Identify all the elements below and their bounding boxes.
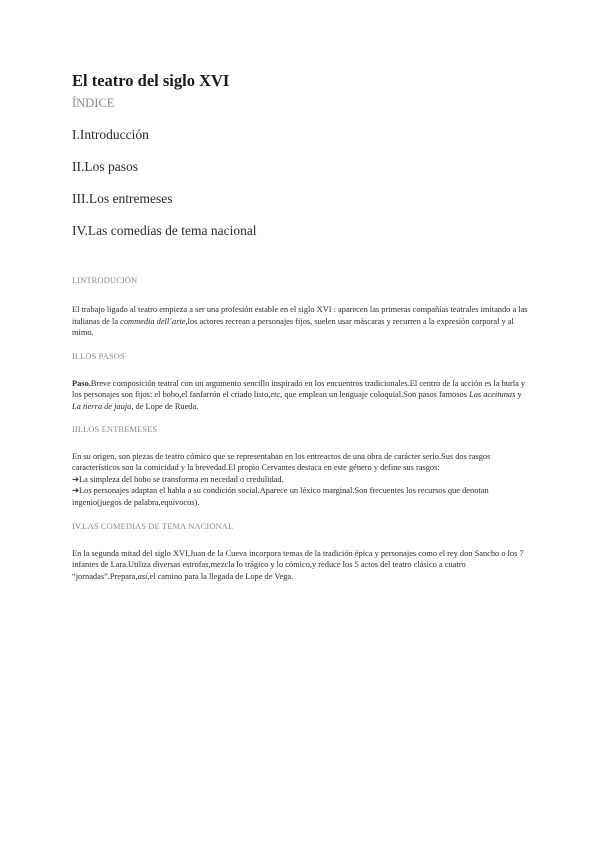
document-title: El teatro del siglo XVI	[72, 71, 230, 90]
table-of-contents	[72, 126, 528, 254]
bullet-item: ➔Los personajes adaptan el habla a su condición social.Aparece un léxico marginal.Son frecuentes los recursos que denotan ingenio(juegos de palabra,equívocos).	[72, 486, 489, 507]
section-heading-introduccion: I.INTRODUCIÓN	[72, 275, 138, 285]
paragraph-text: Breve composición teatral con un argumento sencillo inspirado en los encuentros tradicionales.El centro de la acción es la burla y los personajes son fijos: el bobo,el fanfarrón el criado listo,	[72, 378, 526, 400]
bullet-item: ➔La simpleza del bobo se transforma en necedad o credulidad.	[72, 474, 284, 484]
paragraph-text: , que emplean un lenguaje coloquial.Son pasos famosos	[280, 390, 470, 400]
section-heading-comedias: IV.LAS COMEDIAS DE TEMA NACIONAL	[72, 520, 234, 531]
section-heading-entremeses: III.LOS ENTREMESES	[72, 423, 158, 434]
section-paragraph-introduccion	[72, 304, 528, 339]
document-page	[72, 70, 528, 582]
toc-item-entremeses: III.Los entremeses	[72, 191, 173, 206]
toc-item-pasos: II.Los pasos	[72, 159, 138, 174]
index-label: ÍNDICE	[72, 96, 115, 110]
paragraph-text: ,el camino para la llegada de Lope de Vega.	[147, 571, 294, 581]
paragraph-italic-text: La tierra de jauja	[72, 401, 132, 411]
paragraph-text: En la segunda mitad del siglo XVI,Juan de la Cueva incorpora temas de la tradición épica y personajes como el rey don Sancho o los 7 infantes de Lara.Utiliza diversas estrofas,mezcla lo trágico y lo cómico,y reduce los 5 actos del teatro clásico a cuatro “jornadas”.Prepara,	[72, 548, 524, 581]
paragraph-bold-lead: Paso.	[72, 378, 91, 388]
section-paragraph-pasos	[72, 378, 528, 413]
paragraph-text: El trabajo ligado al teatro empieza a ser una profesión estable en el siglo XVI : aparecen las primeras compañías teatrales imitando a las italianas de la	[72, 305, 528, 326]
paragraph-text: ,los actores recrean a personajes fijos, suelen usar máscaras y recurren a la expresión corporal y al mimo.	[72, 316, 514, 338]
toc-item-introduccion: I.Introducción	[72, 127, 149, 142]
paragraph-text: , de Lope de Rueda.	[131, 401, 199, 411]
section-paragraph-entremeses: En su origen, son piezas de teatro cómico que se representaban en los entreactos de una obra de carácter serio.Sus dos rasgos característicos son la comicidad y la brevedad.El propio Cervantes destaca en este género y define sus rasgos:	[72, 451, 491, 473]
paragraph-italic-text: etc	[270, 390, 281, 400]
section-paragraph-comedias	[72, 548, 528, 583]
toc-item-comedias: IV.Las comedias de tema nacional	[72, 223, 257, 238]
paragraph-text: y	[515, 390, 522, 400]
paragraph-italic-text: Las aceitunas	[469, 390, 516, 400]
paragraph-italic-text: así	[137, 571, 148, 581]
section-heading-pasos: II.LOS PASOS	[72, 350, 125, 361]
paragraph-italic-text: commedia dell´arte	[120, 316, 186, 326]
